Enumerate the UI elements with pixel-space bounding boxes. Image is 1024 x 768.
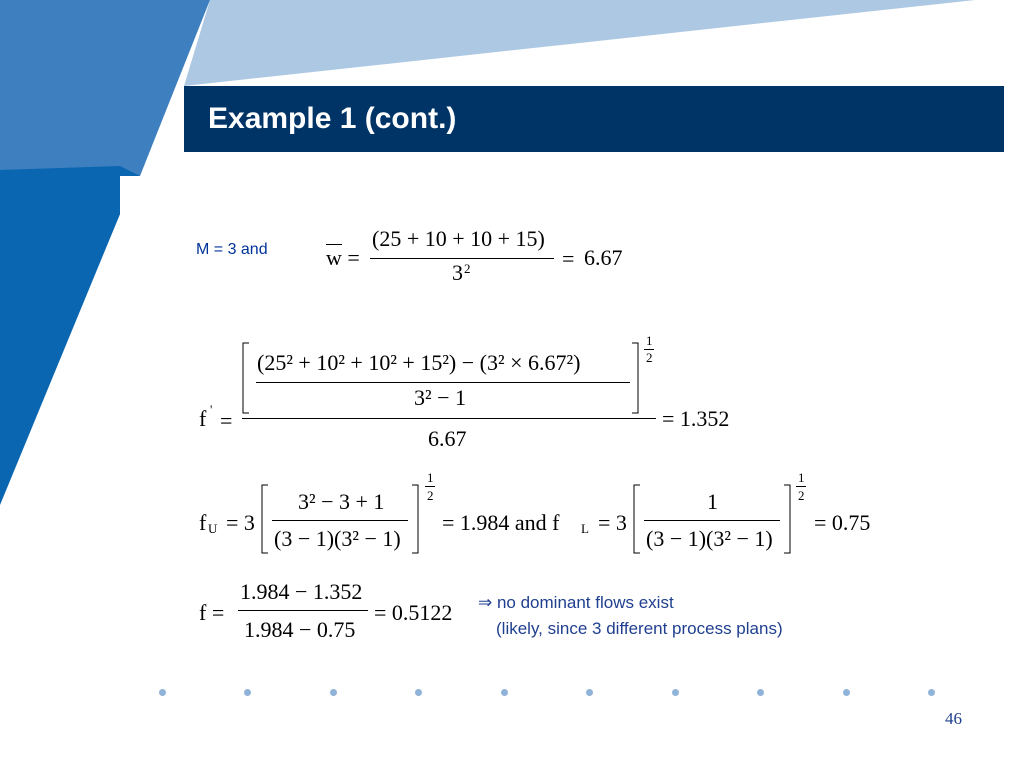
eq1-equals: = <box>562 246 575 271</box>
title-bar <box>184 86 1004 152</box>
eq3-fl-exp-num: 1 <box>798 470 805 485</box>
dotted-divider <box>150 684 950 700</box>
eq2-outer-denominator: 6.67 <box>428 426 467 451</box>
eq1-numerator: (25 + 10 + 10 + 15) <box>372 226 545 251</box>
divider-dot <box>159 689 166 696</box>
eq2-exp-num: 1 <box>646 333 653 348</box>
eq3-fl-result: = 0.75 <box>814 510 871 535</box>
eq3-fl-numerator: 1 <box>707 489 718 514</box>
eq1-result: 6.67 <box>584 245 623 270</box>
eq3-fl-denominator: (3 − 1)(3² − 1) <box>646 526 773 551</box>
eq4-denominator: 1.984 − 0.75 <box>244 617 356 642</box>
eq3-fu-denominator: (3 − 1)(3² − 1) <box>274 526 401 551</box>
divider-dot <box>501 689 508 696</box>
conclusion-line-2: (likely, since 3 different process plans) <box>496 619 783 638</box>
eq2-inner-denominator: 3² − 1 <box>414 385 467 410</box>
conclusion-line-1: ⇒ no dominant flows exist <box>478 593 674 612</box>
eq3-fu-exp-num: 1 <box>427 470 434 485</box>
eq3-fu-mid: = 3 <box>226 510 255 535</box>
eq3-fu-exp-den: 2 <box>427 488 434 503</box>
eq2-lhs-prime: ' <box>210 402 213 417</box>
eq3-fu-lhs: f <box>199 510 207 535</box>
eq2-outer-fraction-bar <box>242 418 656 419</box>
eq3-fl-mid: = 3 <box>598 510 627 535</box>
eq4-fraction-bar <box>238 610 368 611</box>
divider-dot <box>244 689 251 696</box>
eq3-fu-left-bracket <box>261 484 269 554</box>
divider-dot <box>415 689 422 696</box>
eq4-lhs: f = <box>199 600 225 625</box>
eq3-fl-left-bracket <box>633 484 641 554</box>
eq2-inner-numerator: (25² + 10² + 10² + 15²) − (3² × 6.67²) <box>257 350 581 375</box>
eq3-fu-sub: U <box>208 521 218 536</box>
eq3-fl-right-bracket <box>783 484 791 554</box>
eq3-fu-exp-bar <box>425 486 435 487</box>
divider-dot <box>330 689 337 696</box>
page-number: 46 <box>945 709 962 728</box>
eq3-fl-sub: L <box>581 521 589 536</box>
eq2-inner-fraction-bar <box>256 382 630 383</box>
eq2-result: = 1.352 <box>662 406 730 431</box>
divider-dot <box>843 689 850 696</box>
eq1-denominator-exp: 2 <box>464 261 471 276</box>
eq2-equals: = <box>220 408 233 433</box>
eq4-result: = 0.5122 <box>374 600 453 625</box>
eq3-fu-fraction-bar <box>272 520 408 521</box>
eq3-fu-numerator: 3² − 3 + 1 <box>298 489 385 514</box>
divider-dot <box>757 689 764 696</box>
eq1-denominator-base: 3 <box>452 260 463 285</box>
eq3-fu-result: = 1.984 and f <box>442 510 560 535</box>
eq4-numerator: 1.984 − 1.352 <box>240 579 363 604</box>
eq3-fl-exp-den: 2 <box>798 488 805 503</box>
eq3-fl-exp-bar <box>796 486 806 487</box>
eq3-fl-fraction-bar <box>644 520 780 521</box>
divider-dot <box>672 689 679 696</box>
eq1-label: M = 3 and <box>196 241 268 258</box>
eq1-fraction-bar <box>370 258 554 259</box>
divider-dot <box>928 689 935 696</box>
eq2-lhs: f <box>199 406 207 431</box>
eq2-left-bracket <box>242 342 250 414</box>
eq3-fu-right-bracket <box>411 484 419 554</box>
eq1-lhs: w = <box>326 245 360 270</box>
eq2-exp-den: 2 <box>646 350 653 365</box>
slide-title: Example 1 (cont.) <box>208 102 457 135</box>
divider-dot <box>586 689 593 696</box>
eq2-right-bracket <box>631 342 639 414</box>
